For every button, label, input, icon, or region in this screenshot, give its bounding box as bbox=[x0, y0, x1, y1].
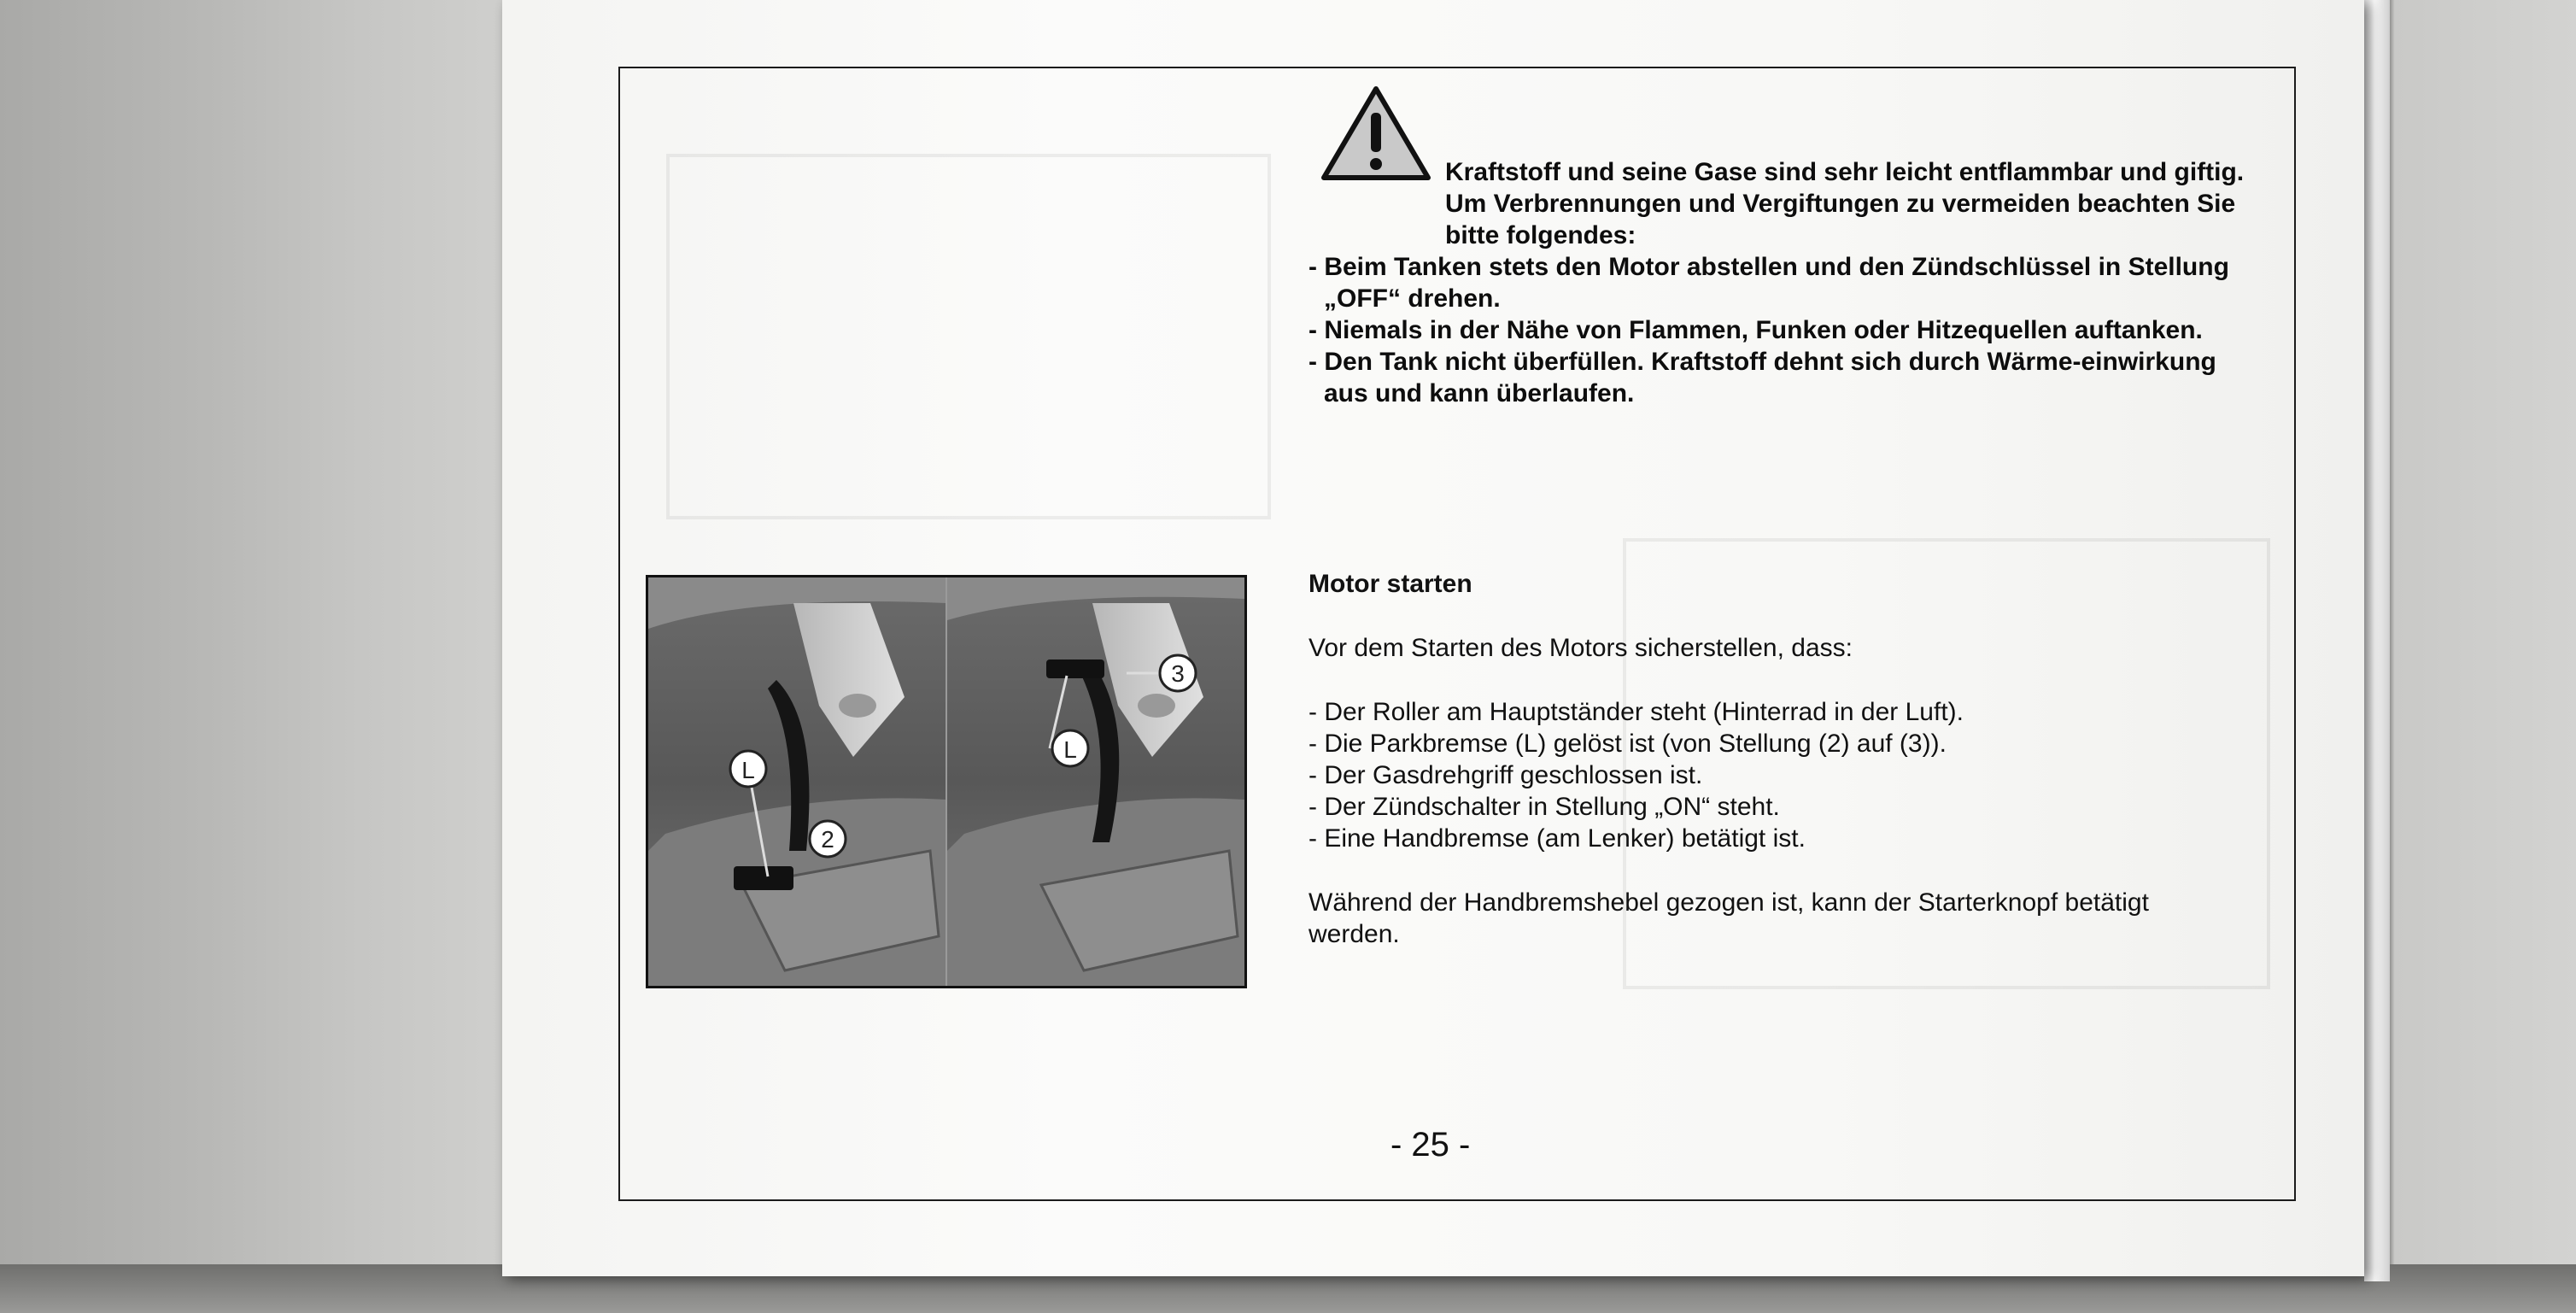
condition-item: - Der Zündschalter in Stellung „ON“ steht. bbox=[1308, 793, 1780, 821]
callout-2 bbox=[810, 821, 846, 857]
condition-item: - Eine Handbremse (am Lenker) betätigt ist. bbox=[1308, 824, 1806, 853]
callout-l-left bbox=[730, 751, 766, 787]
page-number: - 25 - bbox=[1390, 1126, 1471, 1164]
figure-panel-released bbox=[648, 577, 946, 986]
starter-note: Während der Handbremshebel gezogen ist, kann der Starterknopf betätigt werden. bbox=[1308, 888, 2149, 948]
warning-lead: Kraftstoff und seine Gase sind sehr leicht entflammbar und giftig. Um Verbrennungen und Vergiftungen zu vermeiden beachten Sie bitte folgendes: bbox=[1445, 158, 2245, 249]
svg-text:L: L bbox=[741, 757, 755, 783]
section-intro: Vor dem Starten des Motors sicherstellen, dass: bbox=[1308, 634, 1853, 662]
fuel-warning bbox=[1308, 156, 2257, 409]
warning-item: - Niemals in der Nähe von Flammen, Funken oder Hitzequellen auftanken. bbox=[1308, 316, 2203, 344]
svg-text:L: L bbox=[1063, 736, 1077, 763]
condition-item: - Der Roller am Hauptständer steht (Hinterrad in der Luft). bbox=[1308, 698, 1964, 726]
section-title: Motor starten bbox=[1308, 570, 1472, 598]
svg-text:2: 2 bbox=[821, 826, 834, 853]
callout-3 bbox=[1160, 655, 1196, 691]
warning-item: - Den Tank nicht überfüllen. Kraftstoff dehnt sich durch Wärme-einwirkung aus und kann überlaufen. bbox=[1308, 348, 2216, 407]
page-edge bbox=[2364, 0, 2390, 1281]
svg-text:3: 3 bbox=[1171, 660, 1185, 687]
condition-item: - Der Gasdrehgriff geschlossen ist. bbox=[1308, 761, 1703, 789]
background-right bbox=[2374, 0, 2576, 1313]
figure-panel-engaged bbox=[947, 577, 1244, 986]
condition-item: - Die Parkbremse (L) gelöst ist (von Stellung (2) auf (3)). bbox=[1308, 730, 1947, 758]
start-conditions-list bbox=[1308, 696, 1964, 854]
callout-l-right bbox=[1052, 730, 1088, 766]
parking-brake-figure bbox=[646, 575, 1247, 988]
warning-item: - Beim Tanken stets den Motor abstellen und den Zündschlüssel in Stellung „OFF“ drehen. bbox=[1308, 253, 2229, 313]
warning-list bbox=[1308, 251, 2257, 409]
